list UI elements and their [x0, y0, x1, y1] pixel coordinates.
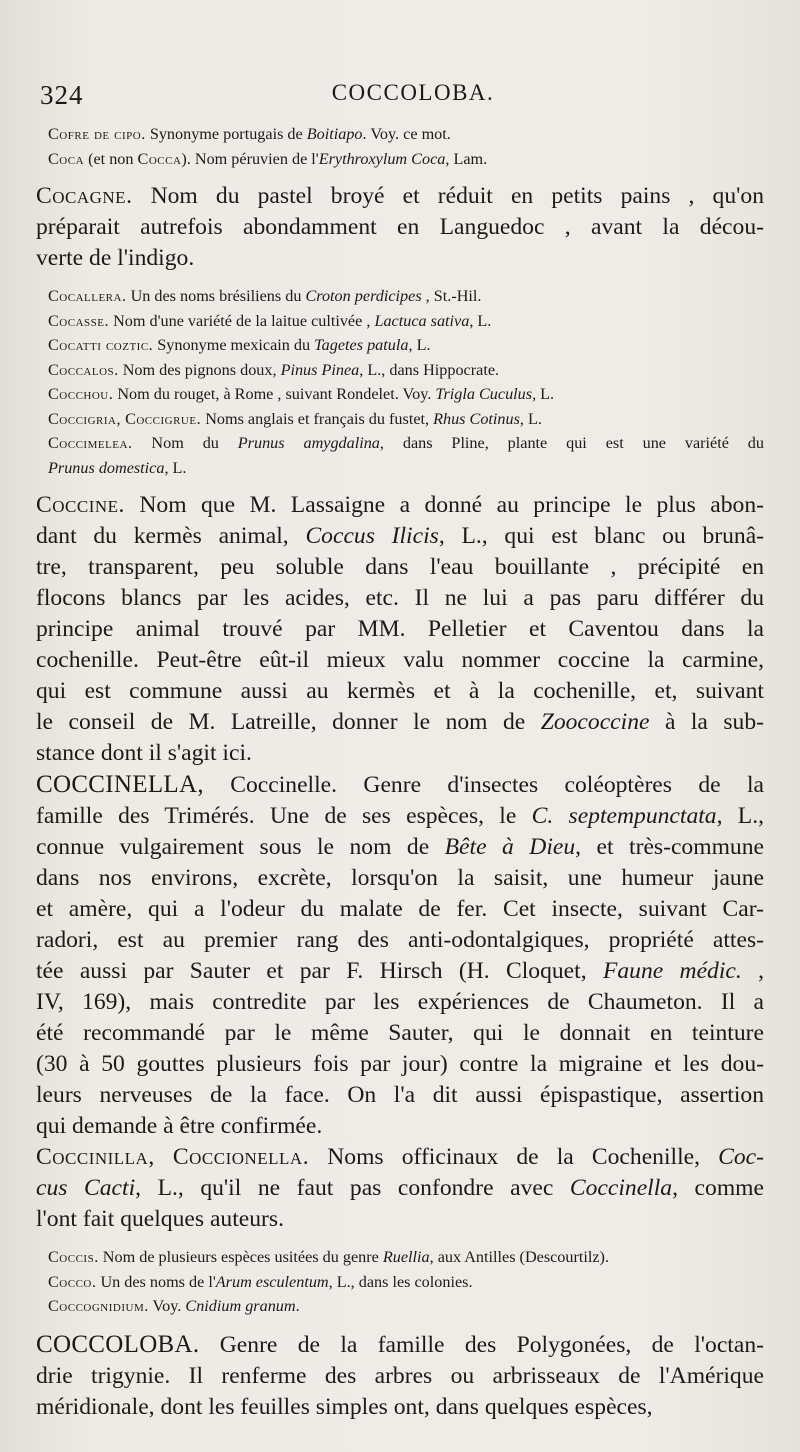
entry-line [36, 894, 764, 925]
entry-headword: Cofre de cipo. [48, 125, 146, 143]
entry-line [48, 284, 764, 309]
entry-line [36, 925, 764, 956]
entry-line [48, 456, 764, 481]
italic-term: Zoococcine [540, 709, 650, 735]
italic-term: Bête à Dieu [444, 834, 576, 860]
entry-line [36, 707, 764, 738]
entry-cocchou [48, 382, 764, 407]
entry-headword: Coca [48, 149, 85, 168]
entry-line [36, 1080, 764, 1111]
entry-text: , L., qui est blanc ou brunâ- [438, 523, 765, 549]
entry-text: Coccinelle. Genre d'insectes coléoptères de la [203, 772, 764, 798]
entry-text: Nom d'une variété de la laitue cultivée , [109, 311, 375, 330]
entry-line [36, 801, 764, 832]
entry-text: (30 à 50 gouttes plusieurs fois par jour) contre la migraine et les dou- [36, 1051, 764, 1077]
entry-text: , L. [519, 409, 542, 428]
entry-line [48, 382, 764, 407]
entry-text: le conseil de M. Latreille, donner le nom de [36, 709, 541, 735]
entry-text: , L. [408, 336, 431, 354]
entry-headword: Coccis. [48, 1248, 99, 1266]
entry-text: été recommandé par le même Sauter, qui le donnait en teinture [36, 1020, 764, 1046]
italic-term: Faune médic. [602, 958, 742, 984]
entry-text: Coccigrue. [125, 409, 202, 428]
entry-coccinilla [36, 1142, 764, 1235]
entry-text: verte de l'indigo. [36, 245, 195, 271]
entry-text: , L., dans les colonies. [328, 1272, 473, 1291]
entry-coca [48, 147, 764, 172]
entry-text: Synonyme portugais de [145, 125, 307, 143]
entry-text: Noms anglais et français du fustet, [201, 409, 434, 428]
entry-text: et amère, qui a l'odeur du malate de fer. Cet insecte, suivant Car- [36, 896, 764, 922]
entry-headword: Coccognidium. [48, 1297, 149, 1315]
italic-term: Prunus amygdalina [237, 434, 380, 452]
entry-text: , L. [164, 458, 187, 477]
entry-text: Nom que M. Lassaigne a donné au principe le plus abon- [124, 492, 764, 518]
italic-term: Croton perdicipes [305, 287, 422, 305]
entry-line [36, 769, 764, 801]
entry-text: Synonyme mexicain du [153, 336, 315, 354]
entry-line [36, 645, 764, 676]
entry-headword: Cocchou. [48, 385, 114, 403]
entry-coccis [48, 1245, 764, 1270]
entry-text: tée aussi par Sauter et par F. Hirsch (H. Cloquet, [36, 958, 603, 984]
italic-term: Pinus Pinea [280, 360, 360, 379]
entry-text: IV, 169), mais contredite par les expériences de Chaumeton. Il a [36, 989, 764, 1015]
entry-headword: Coccigria, [48, 409, 122, 428]
entry-text: , L., [716, 803, 764, 829]
entry-text: Un des noms de l' [96, 1272, 216, 1291]
entry-line [36, 1392, 764, 1423]
entry-line [36, 181, 764, 212]
entry-cocallera [48, 284, 764, 309]
italic-term: Cnidium granum [185, 1297, 296, 1315]
entry-cocagne [36, 181, 764, 274]
entry-text: , L., dans Hippocrate. [359, 360, 500, 379]
entry-headword: COCCOLOBA. [36, 1330, 200, 1358]
italic-term: Coc- [718, 1144, 764, 1170]
entry-text: Nom de plusieurs espèces usitées du genre [98, 1248, 383, 1266]
entry-line [48, 309, 764, 334]
entry-line [48, 122, 764, 147]
entry-text: , St.-Hil. [421, 287, 482, 305]
entry-headword: Coccalos. [48, 360, 119, 379]
entry-text: , [741, 958, 765, 984]
entry-line [36, 212, 764, 243]
entry-headword: Coccimelea. [48, 434, 133, 452]
italic-term: Coccus Ilicis [305, 523, 439, 549]
italic-term: Ruellia [382, 1248, 430, 1266]
entry-line [36, 614, 764, 645]
italic-term: cus Cacti [36, 1175, 136, 1201]
entry-line [48, 407, 764, 432]
entry-coccalos [48, 358, 764, 383]
entry-text: à la sub- [649, 709, 764, 735]
entry-headword: Cocco. [48, 1272, 97, 1291]
entry-line [48, 1245, 764, 1270]
entry-line [48, 1294, 764, 1319]
entry-text: Nom du [132, 434, 238, 452]
entry-text: . [295, 1297, 300, 1315]
entry-line [36, 956, 764, 987]
entry-text: Coccionella. [172, 1144, 310, 1170]
italic-term: Erythroxylum Coca [318, 149, 446, 168]
entry-headword: COCCINELLA, [36, 771, 204, 798]
entry-text: cochenille. Peut-être eût-il mieux valu nommer coccine la carmine, [36, 647, 764, 673]
entry-headword: Cocasse. [48, 311, 110, 330]
entry-text: Nom des pignons doux, [118, 360, 281, 379]
entry-text: . Voy. ce mot. [362, 125, 451, 143]
italic-term: Boitiapo [306, 125, 363, 143]
italic-term: C. septempunctata [531, 803, 717, 829]
entry-coccimelea [48, 431, 764, 480]
entry-line [36, 552, 764, 583]
entry-line [36, 1049, 764, 1080]
entry-coccine [36, 490, 764, 769]
entry-text: Genre de la famille des Polygonées, de l'octan- [199, 1331, 764, 1358]
entry-coccognidium [48, 1294, 764, 1319]
entry-text: connue vulgairement sous le nom de [36, 834, 445, 860]
entry-line [48, 147, 764, 172]
page-number: 324 [40, 80, 84, 110]
entry-text [155, 1144, 173, 1170]
entry-cocasse [48, 309, 764, 334]
entry-text: , dans Pline, plante qui est une variété du [379, 434, 764, 452]
entry-line [48, 358, 764, 383]
entry-line [36, 521, 764, 552]
italic-term: Rhus Cotinus [433, 409, 520, 428]
entry-coccigria [48, 407, 764, 432]
italic-term: Coccinella [569, 1175, 673, 1201]
entry-coccinella [36, 769, 764, 1142]
entry-text: ). Nom péruvien de l' [181, 149, 319, 168]
entry-text: qui est commune aussi au kermès et à la cochenille, et, suivant [36, 678, 764, 704]
entry-line [48, 1270, 764, 1295]
entry-text: Cocca [137, 149, 182, 168]
entry-headword: Cocagne. [36, 183, 133, 209]
entry-text: , comme [672, 1175, 764, 1201]
entry-line [36, 1111, 764, 1142]
entry-line [36, 1204, 764, 1235]
italic-term: Prunus domestica [48, 458, 165, 477]
entry-line [48, 431, 764, 456]
entry-headword: Coccinilla, [36, 1144, 155, 1170]
italic-term: Tagetes patula [314, 336, 409, 354]
entry-text: drie trigynie. Il renferme des arbres ou arbrisseaux de l'Amérique [36, 1362, 764, 1389]
entry-line [36, 1142, 764, 1173]
entry-line [36, 676, 764, 707]
entry-text: radori, est au premier rang des anti-odontalgiques, propriété attes- [36, 927, 764, 953]
entry-text: Nom du pastel broyé et réduit en petits pains , qu'on [132, 183, 764, 209]
entry-text: dans nos environs, excrète, lorsqu'on la saisit, une humeur jaune [36, 865, 764, 891]
entry-text: qui demande à être confirmée. [36, 1113, 323, 1139]
entry-text: l'ont fait quelques auteurs. [36, 1206, 284, 1232]
entry-text: flocons blancs par les acides, etc. Il ne lui a pas paru différer du [36, 585, 764, 611]
entry-line [36, 1173, 764, 1204]
entry-text: leurs nerveuses de la face. On l'a dit aussi épispastique, assertion [36, 1082, 764, 1108]
entry-text: stance dont il s'agit ici. [36, 740, 252, 766]
entries-column [36, 122, 765, 1423]
entry-cocatti [48, 333, 764, 358]
entry-line [36, 863, 764, 894]
italic-term: Lactuca sativa [374, 311, 470, 330]
entry-line [36, 1361, 764, 1392]
entry-line [36, 490, 764, 521]
entry-line [36, 243, 764, 274]
entry-text: famille des Trimérés. Une de ses espèces, le [36, 803, 532, 829]
entry-headword: Coccine. [36, 492, 125, 518]
entry-cocco [48, 1270, 764, 1295]
entry-line [36, 1329, 764, 1361]
entry-text: , L. [532, 385, 555, 403]
page-header [40, 70, 764, 122]
entry-text: (et non [84, 149, 138, 168]
entry-text: , Lam. [445, 149, 488, 168]
entry-text: Nom du rouget, à Rome , suivant Rondelet. Voy. [113, 385, 436, 403]
entry-text: , L., qu'il ne faut pas confondre avec [135, 1175, 570, 1201]
entry-line [48, 333, 764, 358]
entry-text: Un des noms brésiliens du [126, 287, 306, 305]
entry-text: , et très-commune [575, 834, 764, 860]
running-head: COCCOLOBA. [331, 80, 495, 105]
entry-line [36, 1018, 764, 1049]
entry-text: Voy. [148, 1297, 186, 1315]
entry-line [36, 987, 764, 1018]
entry-line [36, 738, 764, 769]
entry-text: principe animal trouvé par MM. Pelletier et Caventou dans la [36, 616, 764, 642]
entry-coccoloba [36, 1329, 764, 1423]
entry-cofre [48, 122, 764, 147]
entry-line [36, 583, 764, 614]
entry-text: , L. [469, 311, 492, 330]
entry-text: tre, transparent, peu soluble dans l'eau bouillante , précipité en [36, 554, 764, 580]
italic-term: Trigla Cuculus [435, 385, 533, 403]
entry-headword: Cocallera. [48, 287, 127, 305]
entry-text: , aux Antilles (Descourtilz). [429, 1248, 609, 1266]
italic-term: Arum esculentum [215, 1272, 329, 1291]
entry-headword: Cocatti coztic. [48, 336, 154, 354]
entry-text: préparait autrefois abondamment en Languedoc , avant la décou- [36, 214, 764, 240]
entry-text: méridionale, dont les feuilles simples ont, dans quelques espèces, [36, 1393, 653, 1420]
entry-text: Noms officinaux de la Cochenille, [309, 1144, 719, 1170]
entry-text: dant du kermès animal, [36, 523, 306, 549]
entry-line [36, 832, 764, 863]
